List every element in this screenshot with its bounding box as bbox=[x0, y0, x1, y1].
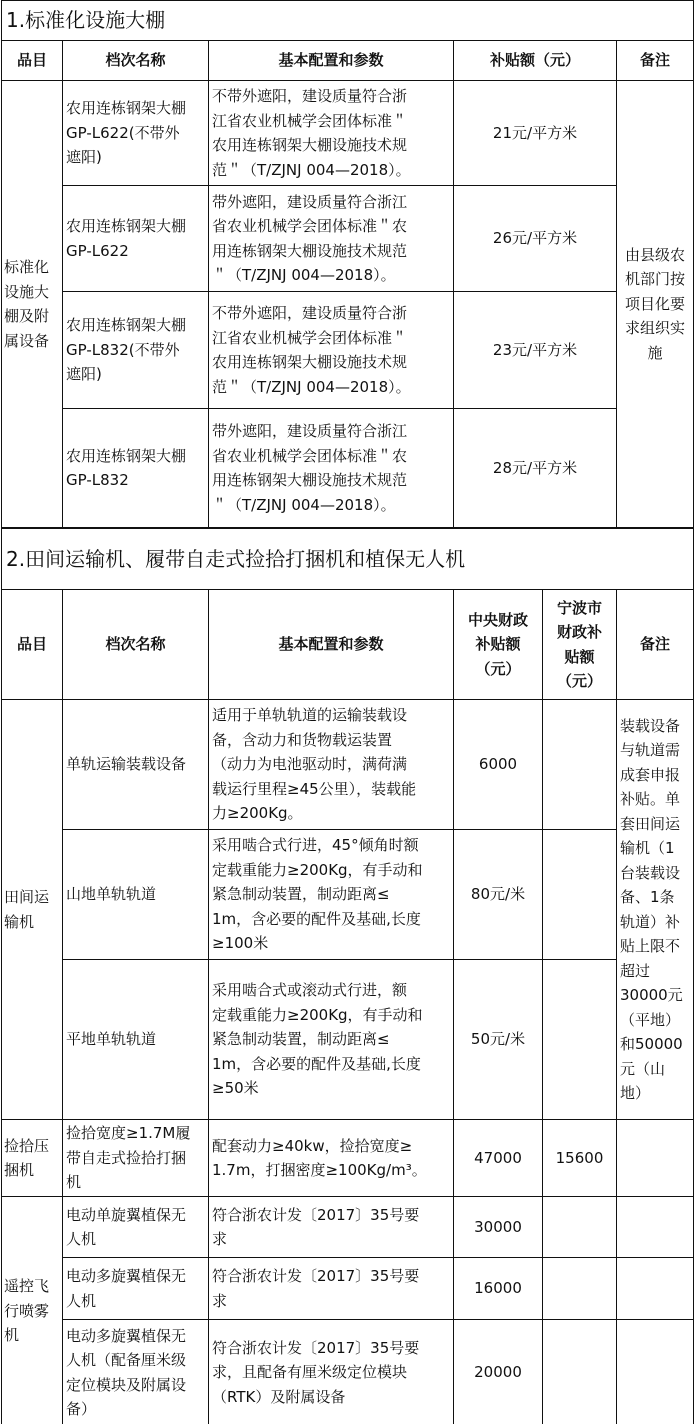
tier-name-cell: 单轨运输装载设备 bbox=[63, 700, 209, 830]
header-tier-name: 档次名称 bbox=[63, 590, 209, 700]
central-subsidy-cell: 6000 bbox=[454, 700, 543, 830]
central-subsidy-cell: 16000 bbox=[454, 1258, 543, 1320]
header-category: 品目 bbox=[2, 41, 63, 81]
subsidy-table-greenhouse bbox=[1, 0, 694, 528]
table-row bbox=[2, 960, 694, 1120]
header-remark: 备注 bbox=[617, 41, 694, 81]
tier-name-cell: 电动单旋翼植保无 人机 bbox=[63, 1197, 209, 1258]
table-row bbox=[2, 186, 694, 292]
parameters-cell: 配套动力≥40kw，捡拾宽度≥ 1.7m，打捆密度≥100Kg/m³。 bbox=[209, 1120, 454, 1197]
parameters-cell: 符合浙农计发〔2017〕35号要 求，且配备有厘米级定位模块 （RTK）及附属设备 bbox=[209, 1320, 454, 1424]
category-cell: 标准化 设施大 棚及附 属设备 bbox=[2, 81, 63, 528]
table-row bbox=[2, 1258, 694, 1320]
central-subsidy-cell: 50元/米 bbox=[454, 960, 543, 1120]
central-subsidy-cell: 80元/米 bbox=[454, 830, 543, 960]
remark-cell bbox=[617, 1258, 694, 1320]
ningbo-subsidy-cell bbox=[543, 1320, 617, 1424]
table-row bbox=[2, 409, 694, 528]
header-parameters: 基本配置和参数 bbox=[209, 590, 454, 700]
ningbo-subsidy-cell: 15600 bbox=[543, 1120, 617, 1197]
parameters-cell: 带外遮阳，建设质量符合浙江 省农业机械学会团体标准＂农 用连栋钢架大棚设施技术规范 ＂（T/ZJNJ 004—2018）。 bbox=[209, 409, 454, 528]
parameters-cell: 带外遮阳，建设质量符合浙江 省农业机械学会团体标准＂农 用连栋钢架大棚设施技术规范 ＂（T/ZJNJ 004—2018）。 bbox=[209, 186, 454, 292]
remark-cell bbox=[617, 1197, 694, 1258]
remark-cell: 由县级农 机部门按 项目化要 求组织实 施 bbox=[617, 81, 694, 528]
parameters-cell: 不带外遮阳，建设质量符合浙 江省农业机械学会团体标准＂ 农用连栋钢架大棚设施技术规 范＂（T/ZJNJ 004—2018）。 bbox=[209, 81, 454, 186]
section-title-row bbox=[2, 529, 694, 590]
ningbo-subsidy-cell bbox=[543, 1197, 617, 1258]
parameters-cell: 适用于单轨轨道的运输装载设 备，含动力和货物载运装置 （动力为电池驱动时，满荷满 载运行里程≥45公里），装载能 力≥200Kg。 bbox=[209, 700, 454, 830]
parameters-cell: 不带外遮阳，建设质量符合浙 江省农业机械学会团体标准＂ 农用连栋钢架大棚设施技术规 范＂（T/ZJNJ 004—2018）。 bbox=[209, 292, 454, 409]
subsidy-cell: 23元/平方米 bbox=[454, 292, 617, 409]
table-row bbox=[2, 81, 694, 186]
tier-name-cell: 电动多旋翼植保无 人机（配备厘米级 定位模块及附属设 备） bbox=[63, 1320, 209, 1424]
tier-name-cell: 农用连栋钢架大棚 GP-L832(不带外 遮阳) bbox=[63, 292, 209, 409]
central-subsidy-cell: 47000 bbox=[454, 1120, 543, 1197]
remark-cell bbox=[617, 1120, 694, 1197]
tier-name-cell: 山地单轨轨道 bbox=[63, 830, 209, 960]
tier-name-cell: 电动多旋翼植保无 人机 bbox=[63, 1258, 209, 1320]
table-row bbox=[2, 1320, 694, 1424]
ningbo-subsidy-cell bbox=[543, 700, 617, 830]
ningbo-subsidy-cell bbox=[543, 830, 617, 960]
table-row bbox=[2, 1120, 694, 1197]
tier-name-cell: 农用连栋钢架大棚 GP-L622(不带外 遮阳) bbox=[63, 81, 209, 186]
header-central-subsidy: 中央财政 补贴额 （元） bbox=[454, 590, 543, 700]
table-row bbox=[2, 700, 694, 830]
tier-name-cell: 农用连栋钢架大棚 GP-L622 bbox=[63, 186, 209, 292]
remark-cell bbox=[617, 1320, 694, 1424]
header-ningbo-subsidy: 宁波市 财政补 贴额 （元） bbox=[543, 590, 617, 700]
tier-name-cell: 捡拾宽度≥1.7M履 带自走式捡拾打捆 机 bbox=[63, 1120, 209, 1197]
category-cell: 捡拾压 捆机 bbox=[2, 1120, 63, 1197]
subsidy-cell: 28元/平方米 bbox=[454, 409, 617, 528]
remark-cell: 装载设备 与轨道需 成套申报 补贴。单 套田间运 输机（1 台装载设 备、1条 轨道）补 贴上限不 超过 30000元 （平地） 和50000 元（山 地） bbox=[617, 700, 694, 1120]
section-title-row bbox=[2, 1, 694, 41]
category-cell: 田间运 输机 bbox=[2, 700, 63, 1120]
section-title: 2.田间运输机、履带自走式捡拾打捆机和植保无人机 bbox=[2, 529, 694, 590]
ningbo-subsidy-cell bbox=[543, 960, 617, 1120]
ningbo-subsidy-cell bbox=[543, 1258, 617, 1320]
header-parameters: 基本配置和参数 bbox=[209, 41, 454, 81]
subsidy-cell: 21元/平方米 bbox=[454, 81, 617, 186]
header-remark: 备注 bbox=[617, 590, 694, 700]
header-subsidy: 补贴额（元） bbox=[454, 41, 617, 81]
central-subsidy-cell: 20000 bbox=[454, 1320, 543, 1424]
section-title: 1.标准化设施大棚 bbox=[2, 1, 694, 41]
header-row bbox=[2, 590, 694, 700]
parameters-cell: 符合浙农计发〔2017〕35号要 求 bbox=[209, 1197, 454, 1258]
header-tier-name: 档次名称 bbox=[63, 41, 209, 81]
header-row bbox=[2, 41, 694, 81]
parameters-cell: 采用啮合式行进，45°倾角时额 定载重能力≥200Kg，有手动和 紧急制动装置，制动距离≤ 1m，含必要的配件及基础,长度 ≥100米 bbox=[209, 830, 454, 960]
parameters-cell: 采用啮合式或滚动式行进，额 定载重能力≥200Kg，有手动和 紧急制动装置，制动距离≤ 1m，含必要的配件及基础,长度 ≥50米 bbox=[209, 960, 454, 1120]
table-row bbox=[2, 1197, 694, 1258]
tier-name-cell: 平地单轨轨道 bbox=[63, 960, 209, 1120]
header-category: 品目 bbox=[2, 590, 63, 700]
parameters-cell: 符合浙农计发〔2017〕35号要 求 bbox=[209, 1258, 454, 1320]
table-row bbox=[2, 830, 694, 960]
central-subsidy-cell: 30000 bbox=[454, 1197, 543, 1258]
tier-name-cell: 农用连栋钢架大棚 GP-L832 bbox=[63, 409, 209, 528]
category-cell: 遥控飞 行喷雾 机 bbox=[2, 1197, 63, 1424]
table-row bbox=[2, 292, 694, 409]
subsidy-table-machinery bbox=[1, 528, 694, 1424]
subsidy-cell: 26元/平方米 bbox=[454, 186, 617, 292]
